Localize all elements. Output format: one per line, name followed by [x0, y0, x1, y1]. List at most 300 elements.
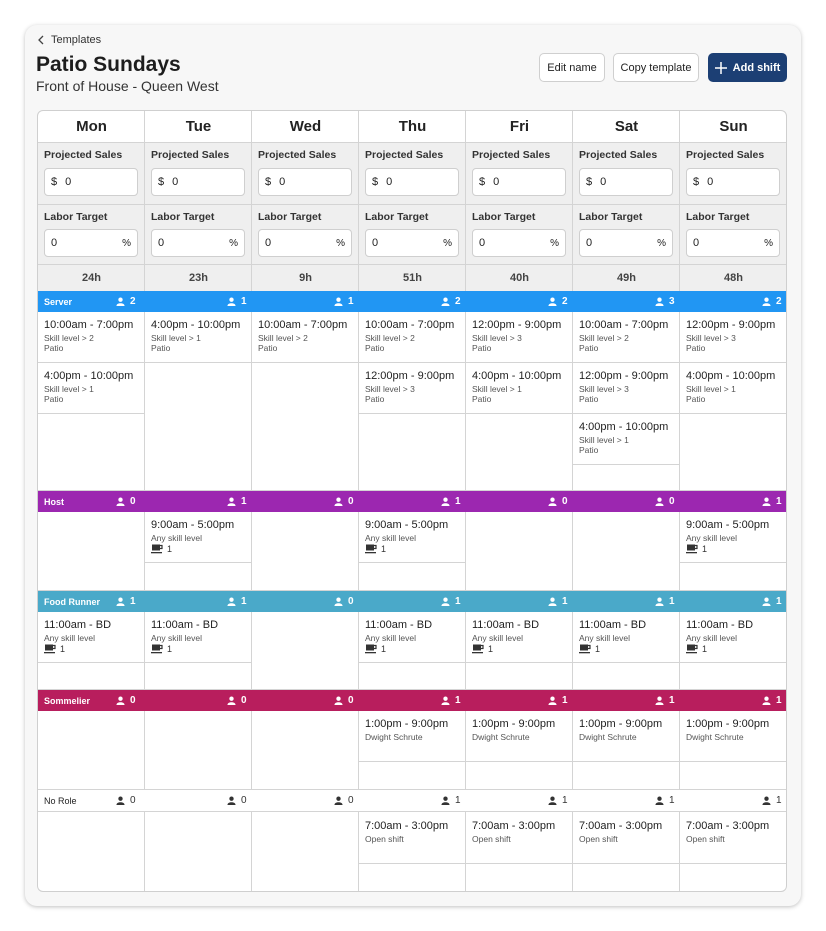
shift-card[interactable]: [359, 363, 465, 414]
shift-area: Patio: [365, 394, 385, 404]
projected-sales-label: Projected Sales: [258, 149, 337, 161]
person-icon: [334, 497, 343, 506]
projected-sales-label: Projected Sales: [472, 149, 551, 161]
shift-breaks: [365, 644, 459, 654]
day-header-thu: Thu: [398, 118, 427, 135]
shift-card[interactable]: [680, 512, 786, 563]
shift-assignee: Open shift: [365, 834, 404, 844]
labor-target-input[interactable]: [579, 229, 673, 257]
shift-skill: Skill level > 2: [44, 333, 94, 343]
shift-skill: Any skill level: [472, 633, 524, 643]
shift-card[interactable]: [359, 512, 465, 563]
labor-target-input[interactable]: [44, 229, 138, 257]
shift-skill: Skill level > 3: [579, 384, 629, 394]
projected-sales-label: Projected Sales: [579, 149, 658, 161]
labor-target-input[interactable]: [258, 229, 352, 257]
role-bar-no-role[interactable]: [38, 790, 787, 812]
shift-breaks: [686, 544, 780, 554]
day-header-tue: Tue: [185, 118, 212, 135]
percent-symbol: %: [443, 237, 452, 249]
shift-time: 11:00am - BD: [472, 619, 540, 631]
percent-symbol: %: [764, 237, 773, 249]
person-icon: [334, 597, 343, 606]
count-value: 0: [241, 795, 247, 806]
role-count: [762, 591, 782, 612]
shift-area: Patio: [579, 343, 599, 353]
shift-card[interactable]: [466, 711, 572, 762]
break-count: 1: [595, 644, 601, 654]
count-value: 0: [348, 795, 354, 806]
projected-sales-label: Projected Sales: [44, 149, 123, 161]
person-icon: [227, 696, 236, 705]
count-value: 0: [348, 695, 354, 706]
role-count: [548, 690, 568, 711]
shift-time: 12:00pm - 9:00pm: [579, 370, 669, 382]
shift-divider: [680, 413, 787, 414]
labor-target-input[interactable]: [686, 229, 780, 257]
sales-value: 0: [707, 176, 714, 188]
edit-name-button[interactable]: Edit name: [539, 53, 605, 82]
day-hours-mon: 24h: [82, 271, 101, 284]
shift-divider: [145, 662, 252, 663]
role-count: [548, 790, 568, 811]
shift-card[interactable]: [573, 612, 679, 663]
day-hours-tue: 23h: [189, 271, 208, 284]
shift-card[interactable]: [38, 312, 144, 363]
shift-skill: Skill level > 2: [579, 333, 629, 343]
shift-divider: [145, 362, 252, 363]
shift-breaks: [365, 544, 459, 554]
person-icon: [441, 297, 450, 306]
shift-time: 11:00am - BD: [151, 619, 219, 631]
count-value: 1: [776, 496, 782, 507]
count-value: 0: [348, 496, 354, 507]
break-count: 1: [167, 544, 173, 554]
role-count: [548, 591, 568, 612]
count-value: 0: [348, 596, 354, 607]
labor-value: 0: [265, 237, 272, 249]
labor-value: 0: [372, 237, 379, 249]
projected-sales-input[interactable]: [258, 168, 352, 196]
day-hours-sun: 48h: [724, 271, 743, 284]
shift-divider: [466, 662, 573, 663]
shift-area: Patio: [258, 343, 278, 353]
role-bar-sommelier[interactable]: [38, 690, 787, 711]
labor-value: 0: [51, 237, 58, 249]
shift-divider: [466, 413, 573, 414]
shift-divider: [573, 863, 680, 864]
coffee-cup-icon: [686, 544, 699, 554]
shift-card[interactable]: [680, 312, 786, 363]
shift-divider: [252, 362, 359, 363]
day-hours-sat: 49h: [617, 271, 636, 284]
shift-area: Patio: [579, 445, 599, 455]
shift-divider: [680, 662, 787, 663]
person-icon: [334, 696, 343, 705]
break-count: 1: [702, 544, 708, 554]
count-value: 1: [455, 795, 461, 806]
role-count: [441, 291, 461, 312]
count-value: 1: [776, 596, 782, 607]
role-count: [227, 790, 247, 811]
coffee-cup-icon: [151, 644, 164, 654]
shift-card[interactable]: [573, 312, 679, 363]
page-subtitle: Front of House - Queen West: [36, 78, 219, 94]
role-count: [334, 790, 354, 811]
person-icon: [548, 497, 557, 506]
currency-symbol: $: [158, 176, 165, 188]
person-icon: [116, 796, 125, 805]
shift-card[interactable]: [680, 612, 786, 663]
shift-skill: Skill level > 1: [686, 384, 736, 394]
role-count: [655, 790, 675, 811]
count-value: 2: [562, 296, 568, 307]
shift-area: Patio: [472, 343, 492, 353]
shift-card[interactable]: [252, 312, 358, 363]
person-icon: [227, 796, 236, 805]
count-value: 1: [669, 795, 675, 806]
break-count: 1: [167, 644, 173, 654]
shift-divider: [359, 863, 466, 864]
role-count: [116, 591, 136, 612]
shift-breaks: [686, 644, 780, 654]
currency-symbol: $: [586, 176, 593, 188]
shift-skill: Skill level > 1: [151, 333, 201, 343]
role-count: [116, 291, 136, 312]
count-value: 1: [669, 695, 675, 706]
shift-card[interactable]: [145, 512, 251, 563]
labor-target-input[interactable]: [472, 229, 566, 257]
shift-time: 4:00pm - 10:00pm: [472, 370, 562, 382]
shift-card[interactable]: [573, 711, 679, 762]
shift-skill: Any skill level: [686, 633, 738, 643]
percent-symbol: %: [122, 237, 131, 249]
person-icon: [762, 696, 771, 705]
currency-symbol: $: [51, 176, 58, 188]
currency-symbol: $: [265, 176, 272, 188]
coffee-cup-icon: [686, 644, 699, 654]
role-count: [334, 291, 354, 312]
shift-time: 11:00am - BD: [44, 619, 112, 631]
grid-divider: [38, 142, 787, 143]
role-count: [441, 491, 461, 512]
count-value: 2: [776, 296, 782, 307]
shift-divider: [573, 464, 680, 465]
shift-divider: [359, 413, 466, 414]
shift-skill: Skill level > 3: [472, 333, 522, 343]
day-header-sun: Sun: [719, 118, 748, 135]
shift-skill: Skill level > 2: [365, 333, 415, 343]
count-value: 1: [455, 596, 461, 607]
back-label: Templates: [51, 34, 102, 46]
day-header-mon: Mon: [76, 118, 107, 135]
role-name: Host: [44, 496, 64, 507]
shift-skill: Any skill level: [365, 633, 417, 643]
shift-skill: Skill level > 2: [258, 333, 308, 343]
shift-breaks: [151, 544, 245, 554]
percent-symbol: %: [657, 237, 666, 249]
shift-divider: [466, 863, 573, 864]
shift-area: Patio: [151, 343, 171, 353]
shift-card[interactable]: [38, 612, 144, 663]
shift-assignee: Open shift: [472, 834, 511, 844]
person-icon: [548, 297, 557, 306]
projected-sales-input[interactable]: [472, 168, 566, 196]
person-icon: [655, 497, 664, 506]
shift-time: 4:00pm - 10:00pm: [686, 370, 776, 382]
shift-divider: [573, 761, 680, 762]
person-icon: [441, 597, 450, 606]
person-icon: [441, 796, 450, 805]
coffee-cup-icon: [365, 644, 378, 654]
shift-card[interactable]: [145, 612, 251, 663]
sales-value: 0: [386, 176, 393, 188]
shift-assignee: Dwight Schrute: [472, 732, 530, 742]
shift-time: 1:00pm - 9:00pm: [686, 718, 770, 730]
shift-breaks: [472, 644, 566, 654]
shift-divider: [680, 863, 787, 864]
person-icon: [116, 696, 125, 705]
coffee-cup-icon: [365, 544, 378, 554]
labor-value: 0: [158, 237, 165, 249]
labor-value: 0: [586, 237, 593, 249]
shift-time: 7:00am - 3:00pm: [365, 820, 449, 832]
person-icon: [655, 297, 664, 306]
shift-divider: [680, 562, 787, 563]
shift-time: 11:00am - BD: [365, 619, 433, 631]
role-bar-host[interactable]: [38, 491, 787, 512]
role-count: [116, 491, 136, 512]
person-icon: [762, 597, 771, 606]
count-value: 1: [455, 496, 461, 507]
count-value: 2: [130, 296, 136, 307]
labor-target-input[interactable]: [365, 229, 459, 257]
shift-card[interactable]: [145, 312, 251, 363]
role-count: [116, 690, 136, 711]
projected-sales-input[interactable]: [151, 168, 245, 196]
role-bar-server[interactable]: [38, 291, 787, 312]
break-count: 1: [381, 644, 387, 654]
projected-sales-input[interactable]: [44, 168, 138, 196]
person-icon: [227, 297, 236, 306]
projected-sales-input[interactable]: [579, 168, 673, 196]
shift-card[interactable]: [466, 312, 572, 363]
percent-symbol: %: [336, 237, 345, 249]
shift-divider: [38, 413, 145, 414]
shift-card[interactable]: [359, 312, 465, 363]
shift-area: Patio: [365, 343, 385, 353]
person-icon: [227, 597, 236, 606]
shift-skill: Skill level > 1: [472, 384, 522, 394]
role-bar-food-runner[interactable]: [38, 591, 787, 612]
sales-value: 0: [493, 176, 500, 188]
shift-area: Patio: [579, 394, 599, 404]
projected-sales-label: Projected Sales: [365, 149, 444, 161]
coffee-cup-icon: [151, 544, 164, 554]
projected-sales-input[interactable]: [686, 168, 780, 196]
shift-card[interactable]: [466, 813, 572, 864]
shift-divider: [680, 761, 787, 762]
count-value: 0: [130, 496, 136, 507]
shift-divider: [359, 662, 466, 663]
labor-target-label: Labor Target: [258, 211, 322, 223]
count-value: 1: [130, 596, 136, 607]
projected-sales-input[interactable]: [365, 168, 459, 196]
break-count: 1: [60, 644, 66, 654]
person-icon: [116, 597, 125, 606]
role-count: [762, 790, 782, 811]
shift-skill: Any skill level: [579, 633, 631, 643]
percent-symbol: %: [550, 237, 559, 249]
role-count: [762, 690, 782, 711]
role-count: [441, 690, 461, 711]
coffee-cup-icon: [44, 644, 57, 654]
person-icon: [116, 497, 125, 506]
person-icon: [548, 597, 557, 606]
shift-card[interactable]: [573, 414, 679, 465]
shift-skill: Skill level > 1: [579, 435, 629, 445]
day-header-fri: Fri: [509, 118, 530, 135]
count-value: 1: [241, 296, 247, 307]
grid-divider: [38, 204, 787, 205]
shift-divider: [573, 662, 680, 663]
labor-value: 0: [479, 237, 486, 249]
person-icon: [655, 796, 664, 805]
shift-skill: Skill level > 3: [686, 333, 736, 343]
day-header-wed: Wed: [289, 118, 322, 135]
day-hours-wed: 9h: [299, 271, 312, 284]
role-count: [548, 491, 568, 512]
shift-card[interactable]: [359, 612, 465, 663]
shift-divider: [466, 761, 573, 762]
break-count: 1: [381, 544, 387, 554]
person-icon: [548, 696, 557, 705]
break-count: 1: [488, 644, 494, 654]
labor-target-label: Labor Target: [579, 211, 643, 223]
role-count: [655, 291, 675, 312]
shift-card[interactable]: [680, 813, 786, 864]
shift-skill: Any skill level: [151, 533, 203, 543]
shift-card[interactable]: [466, 612, 572, 663]
person-icon: [334, 297, 343, 306]
back-to-templates-link[interactable]: [37, 34, 101, 46]
role-count: [227, 291, 247, 312]
shift-card[interactable]: [466, 363, 572, 414]
person-icon: [655, 597, 664, 606]
person-icon: [655, 696, 664, 705]
plus-icon: [715, 62, 727, 74]
shift-time: 12:00pm - 9:00pm: [365, 370, 455, 382]
shift-breaks: [44, 644, 138, 654]
shift-card[interactable]: [680, 711, 786, 762]
person-icon: [762, 297, 771, 306]
shift-card[interactable]: [38, 363, 144, 414]
shift-time: 10:00am - 7:00pm: [258, 319, 348, 331]
shift-time: 10:00am - 7:00pm: [579, 319, 669, 331]
shift-divider: [359, 562, 466, 563]
person-icon: [548, 796, 557, 805]
shift-card[interactable]: [573, 813, 679, 864]
copy-template-button[interactable]: Copy template: [613, 53, 699, 82]
sales-value: 0: [65, 176, 72, 188]
count-value: 2: [455, 296, 461, 307]
shift-time: 1:00pm - 9:00pm: [365, 718, 449, 730]
currency-symbol: $: [479, 176, 486, 188]
shift-card[interactable]: [359, 813, 465, 864]
shift-time: 4:00pm - 10:00pm: [44, 370, 134, 382]
count-value: 0: [562, 496, 568, 507]
role-count: [655, 690, 675, 711]
role-count: [655, 591, 675, 612]
shift-card[interactable]: [680, 363, 786, 414]
template-card: [25, 25, 801, 906]
role-count: [334, 491, 354, 512]
shift-card[interactable]: [359, 711, 465, 762]
shift-time: 10:00am - 7:00pm: [365, 319, 455, 331]
break-count: 1: [702, 644, 708, 654]
person-icon: [762, 796, 771, 805]
person-icon: [116, 297, 125, 306]
coffee-cup-icon: [579, 644, 592, 654]
day-hours-fri: 40h: [510, 271, 529, 284]
shift-area: Patio: [472, 394, 492, 404]
labor-target-input[interactable]: [151, 229, 245, 257]
role-count: [655, 491, 675, 512]
shift-assignee: Dwight Schrute: [686, 732, 744, 742]
role-count: [441, 591, 461, 612]
sales-value: 0: [600, 176, 607, 188]
person-icon: [762, 497, 771, 506]
count-value: 1: [562, 795, 568, 806]
labor-value: 0: [693, 237, 700, 249]
projected-sales-label: Projected Sales: [686, 149, 765, 161]
day-header-sat: Sat: [614, 118, 639, 135]
shift-time: 4:00pm - 10:00pm: [151, 319, 241, 331]
shift-assignee: Dwight Schrute: [579, 732, 637, 742]
chevron-left-icon: [37, 35, 45, 45]
role-count: [762, 491, 782, 512]
count-value: 1: [669, 596, 675, 607]
role-name: No Role: [44, 795, 77, 806]
role-count: [334, 690, 354, 711]
shift-card[interactable]: [573, 363, 679, 414]
shift-breaks: [151, 644, 245, 654]
role-count: [762, 291, 782, 312]
coffee-cup-icon: [472, 644, 485, 654]
add-shift-button[interactable]: [708, 53, 787, 82]
count-value: 1: [776, 795, 782, 806]
count-value: 0: [130, 795, 136, 806]
shift-time: 10:00am - 7:00pm: [44, 319, 134, 331]
shift-skill: Skill level > 3: [365, 384, 415, 394]
shift-time: 9:00am - 5:00pm: [365, 519, 449, 531]
page-title: Patio Sundays: [36, 53, 181, 76]
person-icon: [441, 696, 450, 705]
count-value: 1: [562, 596, 568, 607]
count-value: 3: [669, 296, 675, 307]
shift-breaks: [579, 644, 673, 654]
shift-time: 4:00pm - 10:00pm: [579, 421, 669, 433]
sales-value: 0: [172, 176, 179, 188]
shift-skill: Skill level > 1: [44, 384, 94, 394]
shift-skill: Any skill level: [686, 533, 738, 543]
sales-value: 0: [279, 176, 286, 188]
role-count: [334, 591, 354, 612]
shift-time: 1:00pm - 9:00pm: [472, 718, 556, 730]
count-value: 1: [562, 695, 568, 706]
currency-symbol: $: [693, 176, 700, 188]
labor-target-label: Labor Target: [365, 211, 429, 223]
